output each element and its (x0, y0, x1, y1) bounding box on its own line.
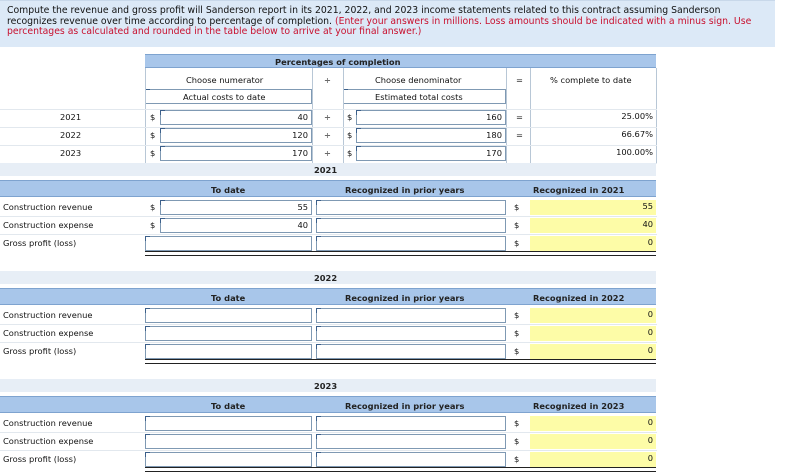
year-band (0, 271, 656, 284)
to-date-input[interactable] (145, 236, 312, 251)
col-current-year: Recognized in 2022 (533, 293, 625, 303)
equals-symbol: = (516, 130, 523, 140)
currency-sign: $ (150, 130, 156, 140)
numerator-input[interactable]: 170 (160, 146, 312, 161)
denominator-input[interactable]: 180 (356, 128, 506, 143)
prior-years-input[interactable] (316, 326, 506, 341)
currency-sign: $ (347, 130, 353, 140)
numerator-input[interactable]: 120 (160, 128, 312, 143)
section-year: 2022 (314, 273, 338, 283)
row-label: Construction revenue (3, 202, 93, 212)
section-year: 2021 (314, 165, 338, 175)
current-year-value: 0 (530, 344, 656, 359)
col-current-year: Recognized in 2023 (533, 401, 625, 411)
completion-year: 2021 (60, 112, 82, 122)
completion-title: Percentages of completion (275, 57, 401, 67)
numerator-input[interactable]: 40 (160, 110, 312, 125)
prior-years-input[interactable] (316, 308, 506, 323)
currency-sign: $ (347, 148, 353, 158)
denominator-input[interactable]: 160 (356, 110, 506, 125)
currency-sign: $ (150, 148, 156, 158)
section-header-band (0, 180, 656, 197)
instructions-text: Compute the revenue and gross profit will Sanderson report in its 2021, 2022, and 2023 income statements related to this contract assuming Sanderson recognizes revenue over time according to percentage of completion. (7, 5, 721, 27)
prior-years-input[interactable] (316, 236, 506, 251)
currency-sign: $ (514, 454, 520, 464)
current-year-value: 0 (530, 308, 656, 323)
percent-complete: 25.00% (621, 111, 653, 121)
numerator-header: Choose numerator (186, 75, 264, 85)
to-date-input[interactable]: 40 (160, 218, 312, 233)
denominator-select[interactable] (343, 89, 506, 104)
currency-sign: $ (514, 310, 520, 320)
to-date-input[interactable] (145, 416, 312, 431)
completion-year: 2023 (60, 148, 82, 158)
row-label: Construction expense (3, 328, 94, 338)
to-date-input[interactable] (145, 344, 312, 359)
current-year-value: 0 (530, 326, 656, 341)
to-date-input[interactable] (145, 452, 312, 467)
currency-sign: $ (150, 202, 156, 212)
row-label: Gross profit (loss) (3, 454, 77, 464)
equals-symbol: = (516, 112, 523, 122)
percent-complete: 66.67% (621, 129, 653, 139)
to-date-input[interactable] (145, 434, 312, 449)
row-label: Gross profit (loss) (3, 346, 77, 356)
to-date-input[interactable] (145, 326, 312, 341)
prior-years-input[interactable] (316, 452, 506, 467)
col-current-year: Recognized in 2021 (533, 185, 625, 195)
denominator-input[interactable]: 170 (356, 146, 506, 161)
divide-symbol: ÷ (324, 112, 331, 122)
col-to-date: To date (211, 185, 246, 195)
currency-sign: $ (514, 220, 520, 230)
row-label: Construction revenue (3, 310, 93, 320)
currency-sign: $ (514, 238, 520, 248)
divide-symbol: ÷ (324, 130, 331, 140)
col-to-date: To date (211, 401, 246, 411)
divide-symbol: ÷ (324, 148, 331, 158)
numerator-select-value: Actual costs to date (183, 92, 266, 102)
denominator-header: Choose denominator (375, 75, 462, 85)
completion-header-band (145, 54, 656, 68)
completion-year: 2022 (60, 130, 82, 140)
result-header: % complete to date (550, 75, 632, 85)
prior-years-input[interactable] (316, 416, 506, 431)
row-label: Construction expense (3, 220, 94, 230)
current-year-value: 0 (530, 452, 656, 467)
currency-sign: $ (150, 220, 156, 230)
current-year-value: 55 (530, 200, 656, 215)
denominator-select-value: Estimated total costs (375, 92, 463, 102)
numerator-select[interactable] (145, 89, 312, 104)
row-label: Construction expense (3, 436, 94, 446)
to-date-input[interactable] (145, 308, 312, 323)
instructions-note: (Enter your answers in millions. Loss amounts should be indicated with a minus sign. Use percentages as calculated and rounded in the table below to arrive at your final answer.) (7, 15, 752, 38)
col-prior-years: Recognized in prior years (345, 401, 465, 411)
equals-header: = (516, 75, 523, 85)
currency-sign: $ (150, 112, 156, 122)
prior-years-input[interactable] (316, 200, 506, 215)
current-year-value: 0 (530, 236, 656, 251)
section-header-band (0, 396, 656, 413)
currency-sign: $ (514, 328, 520, 338)
year-band (0, 163, 656, 176)
col-prior-years: Recognized in prior years (345, 293, 465, 303)
percent-complete: 100.00% (616, 147, 653, 157)
currency-sign: $ (347, 112, 353, 122)
prior-years-input[interactable] (316, 344, 506, 359)
currency-sign: $ (514, 202, 520, 212)
year-band (0, 379, 656, 392)
current-year-value: 0 (530, 416, 656, 431)
divide-header: ÷ (324, 75, 331, 85)
currency-sign: $ (514, 436, 520, 446)
to-date-input[interactable]: 55 (160, 200, 312, 215)
col-prior-years: Recognized in prior years (345, 185, 465, 195)
prior-years-input[interactable] (316, 434, 506, 449)
section-year: 2023 (314, 381, 338, 391)
currency-sign: $ (514, 418, 520, 428)
prior-years-input[interactable] (316, 218, 506, 233)
instructions (0, 0, 775, 47)
current-year-value: 0 (530, 434, 656, 449)
row-label: Gross profit (loss) (3, 238, 77, 248)
row-label: Construction revenue (3, 418, 93, 428)
current-year-value: 40 (530, 218, 656, 233)
section-header-band (0, 288, 656, 305)
col-to-date: To date (211, 293, 246, 303)
currency-sign: $ (514, 346, 520, 356)
